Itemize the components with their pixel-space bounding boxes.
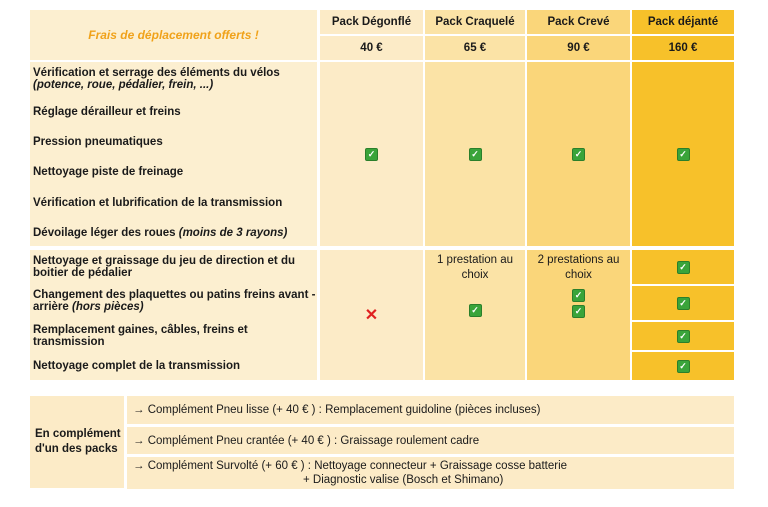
dejante-group1-cell — [632, 62, 734, 246]
service-row-piste — [30, 158, 316, 186]
degonfle-group2-cell — [320, 250, 423, 380]
service-label: Nettoyage et graissage du jeu de direction et du boitier de pédalier — [33, 255, 296, 279]
service-label: Vérification et serrage des éléments du vélos — [33, 67, 280, 79]
pack-dejante-price: 160 € — [632, 36, 734, 60]
pack-creve-name: Pack Crevé — [527, 10, 630, 34]
cross-icon: ✕ — [364, 307, 379, 324]
service-label: Dévoilage léger des roues — [33, 227, 179, 239]
pack-creve-price: 90 € — [527, 36, 630, 60]
degonfle-group1-cell — [320, 62, 423, 246]
pack-degonfle-name: Pack Dégonflé — [320, 10, 423, 34]
extra-text: → Complément Pneu lisse (+ 40 € ) : Remplacement guidoline (pièces incluses) — [133, 404, 541, 416]
service-row-plaquettes — [30, 286, 316, 320]
check-box-icon: ✓ — [677, 148, 690, 161]
extra-item-pneu-crantee — [127, 427, 734, 454]
service-label: Changement des plaquettes ou patins freins avant - arrière — [33, 289, 316, 313]
check-box-icon: ✓ — [677, 330, 690, 343]
promo-text: Frais de déplacement offerts ! — [88, 28, 259, 42]
extra-item-pneu-lisse — [127, 396, 734, 424]
service-label: Réglage dérailleur et freins — [33, 106, 181, 118]
service-sublabel: (potence, roue, pédalier, frein, ...) — [33, 79, 214, 91]
creve-group1-cell — [527, 62, 630, 246]
dejante-direction-cell — [632, 250, 734, 284]
choice-text: 1 prestation au choix — [436, 254, 514, 281]
check-box-icon: ✓ — [572, 305, 585, 318]
service-row-nettoyage-complet — [30, 352, 316, 380]
service-row-pression — [30, 128, 316, 156]
service-label: Vérification et lubrification de la transmission — [33, 197, 283, 209]
craquele-group2-cell — [425, 250, 525, 380]
service-label: Remplacement gaines, câbles, freins et transmission — [33, 324, 248, 348]
extra-text: → Complément Survolté (+ 60 € ) : Nettoyage connecteur + Graissage cosse batterie — [133, 460, 568, 472]
creve-group2-cell — [527, 250, 630, 380]
service-sublabel: (hors pièces) — [72, 301, 144, 313]
dejante-gaines-cell — [632, 322, 734, 350]
check-box-icon: ✓ — [677, 360, 690, 373]
service-row-gaines — [30, 322, 316, 350]
check-box-icon: ✓ — [572, 148, 585, 161]
service-row-verification — [30, 62, 316, 96]
check-box-icon: ✓ — [677, 297, 690, 310]
extra-item-survolte — [127, 457, 734, 489]
pack-dejante-name: Pack déjanté — [632, 10, 734, 34]
pack-craquele-price: 65 € — [425, 36, 525, 60]
service-label: Nettoyage piste de freinage — [33, 166, 184, 178]
check-box-icon: ✓ — [469, 148, 482, 161]
check-box-icon: ✓ — [365, 148, 378, 161]
check-box-icon: ✓ — [469, 304, 482, 317]
pack-degonfle-price: 40 € — [320, 36, 423, 60]
choice-text: 2 prestations au choix — [537, 254, 620, 281]
dejante-plaquettes-cell — [632, 286, 734, 320]
service-label: Pression pneumatiques — [33, 136, 163, 148]
service-sublabel: (moins de 3 rayons) — [178, 227, 288, 239]
extras-label-text: En complément d'un des packs — [35, 428, 121, 455]
service-row-direction — [30, 250, 316, 284]
check-box-icon: ✓ — [677, 261, 690, 274]
promo-cell — [30, 10, 317, 60]
pack-craquele-name: Pack Craquelé — [425, 10, 525, 34]
extras-label — [30, 396, 124, 488]
check-box-icon: ✓ — [572, 289, 585, 302]
dejante-nettoyage-cell — [632, 352, 734, 380]
service-row-transmission — [30, 188, 316, 218]
service-row-devoilage — [30, 220, 316, 246]
extra-text-line2: + Diagnostic valise (Bosch et Shimano) — [303, 474, 504, 486]
extra-text: → Complément Pneu crantée (+ 40 € ) : Graissage roulement cadre — [133, 434, 480, 447]
service-row-derailleur — [30, 98, 316, 126]
service-label: Nettoyage complet de la transmission — [33, 360, 241, 372]
craquele-group1-cell — [425, 62, 525, 246]
